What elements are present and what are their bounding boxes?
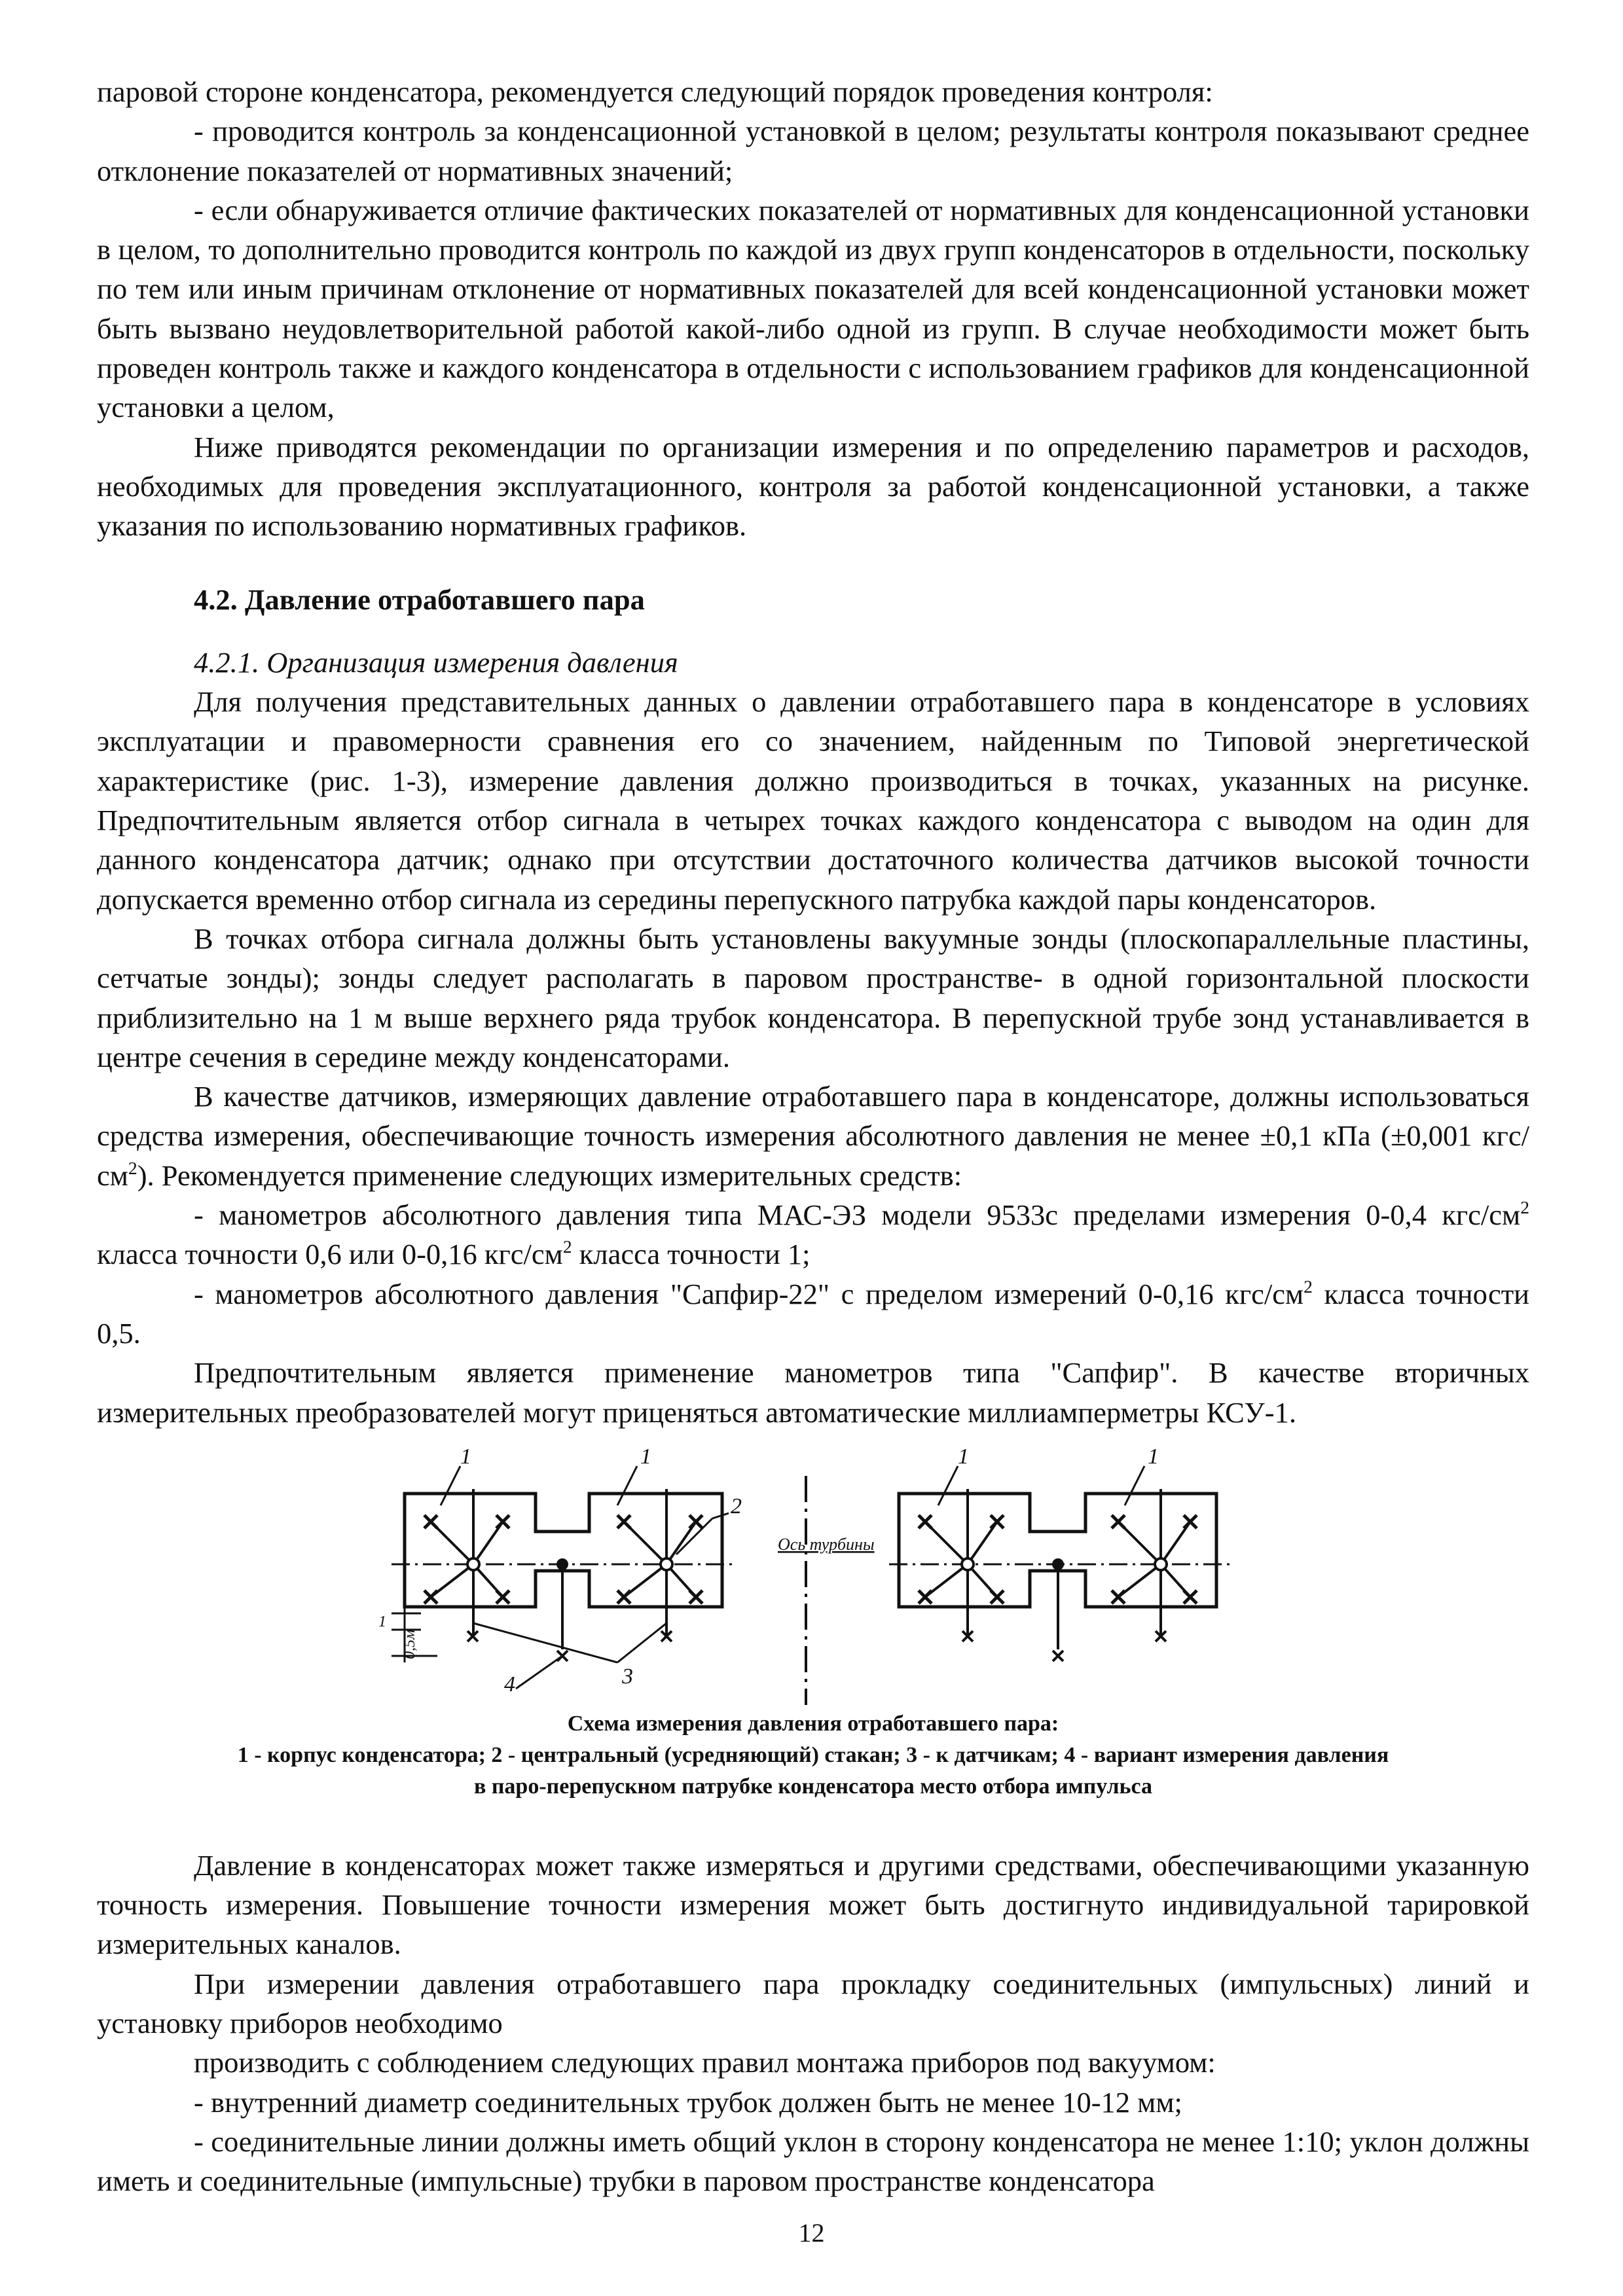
- condenser-scheme-diagram: [97, 1440, 1529, 1708]
- section-heading: 4.2. Давление отработавшего пара: [194, 583, 645, 616]
- dimension-label-1m: 1: [378, 1613, 386, 1630]
- text-run: - манометров абсолютного давления "Сапфир-22" с пределом измерений 0-0,16 кгс/см: [194, 1277, 1304, 1310]
- label-1: 1: [1148, 1444, 1159, 1469]
- superscript: 2: [562, 1236, 572, 1257]
- text-run: - манометров абсолютного давления типа МАС-ЭЗ модели 9533с пределами измерения 0-0,4 кгс/см: [194, 1198, 1521, 1232]
- label-2: 2: [731, 1494, 742, 1518]
- text-run: класса точности 0,5.: [97, 1277, 1529, 1350]
- list-item: - проводится контроль за конденсационной установкой в целом; результаты контроля показывают среднее отклонение показателей от нормативных значений;: [97, 115, 1529, 187]
- paragraph: Предпочтительным является применение манометров типа "Сапфир". В качестве вторичных измерительных преобразователей могут приценяться автоматические миллиамперметры КСУ-1.: [97, 1356, 1529, 1429]
- text-run: ). Рекомендуется применение следующих измерительных средств:: [137, 1158, 962, 1192]
- label-3: 3: [622, 1664, 633, 1689]
- paragraph: Для получения представительных данных о давлении отработавшего пара в конденсаторе в условиях эксплуатации и правомерности сравнения его со значением, найденным по Типовой энергетической характеристике (рис. 1-3), измерение давления должно производиться в точках, указанных на рисунке. Предпочтительным является отбор сигнала в четырех точках каждого конденсатора с выводом на один для данного конденсатора датчик; однако при отсутствии достаточного количества датчиков высокой точности допускается временно отбор сигнала из середины перепускного патрубка каждой пары конденсаторов.: [97, 685, 1529, 916]
- text-run: класса точности 1;: [572, 1238, 811, 1271]
- label-1: 1: [460, 1444, 471, 1469]
- document-page: [97, 72, 1529, 2200]
- paragraph: Ниже приводятся рекомендации по организации измерения и по определению параметров и расходов, необходимых для проведения эксплуатационного, контроля за работой конденсационной установки, а также указания по использованию нормативных графиков.: [97, 430, 1529, 543]
- caption-line: в паро-перепускном патрубке конденсатора место отбора импульса: [473, 1774, 1153, 1799]
- superscript: 2: [1520, 1196, 1529, 1217]
- sensor-crosses: [424, 1515, 1197, 1604]
- dimension-label-05m: 0,5м: [401, 1629, 418, 1659]
- list-item-mac: [97, 1195, 1529, 1274]
- label-1: 1: [640, 1444, 651, 1469]
- measurement-scheme-figure: [97, 1440, 1529, 1708]
- outlet-marks: [467, 1631, 1166, 1661]
- list-item-sapfir: [97, 1274, 1529, 1354]
- list-item: - если обнаруживается отличие фактических показателей от нормативных для конденсационной установки в целом, то дополнительно проводится контроль по каждой из двух групп конденсаторов в отдельности, поскольку по тем или иным причинам отклонение от нормативных показателей для всей конденсационной установки может быть вызвано неудовлетворительной работой какой-либо одной из групп. В случае необходимости может быть проведен контроль также и каждого конденсатора в отдельности с использованием графиков для конденсационной установки а целом,: [97, 193, 1529, 424]
- paragraph: В точках отбора сигнала должны быть установлены вакуумные зонды (плоскопараллельные пластины, сетчатые зонды); зонды следует располагать в паровом пространстве- в одной горизонтальной плоскости приблизительно на 1 м выше верхнего ряда трубок конденсатора. В перепускной трубе зонд устанавливается в центре сечения в середине между конденсаторами.: [97, 922, 1529, 1073]
- text-run: В качестве датчиков, измеряющих давление отработавшего пара в конденсаторе, должны использоваться средства измерения, обеспечивающие точность измерения абсолютного давления не менее ±0,1 кПа (±0,001 кгс/см: [97, 1080, 1529, 1192]
- paragraph: паровой стороне конденсатора, рекомендуется следующий порядок проведения контроля:: [97, 75, 1213, 108]
- subsection-heading: 4.2.1. Организация измерения давления: [194, 645, 678, 679]
- caption-title: Схема измерения давления отработавшего пара:: [567, 1711, 1059, 1736]
- superscript: 2: [128, 1157, 137, 1178]
- caption-line: 1 - корпус конденсатора; 2 - центральный (усредняющий) стакан; 3 - к датчикам; 4 - вариант измерения давления: [237, 1742, 1389, 1767]
- superscript: 2: [1304, 1276, 1313, 1297]
- list-item: - соединительные линии должны иметь общий уклон в сторону конденсатора не менее 1:10; уклон должны иметь и соединительные (импульсные) трубки в паровом пространстве конденсатора: [97, 2125, 1529, 2198]
- label-1: 1: [958, 1444, 969, 1469]
- page-number: 12: [798, 2218, 825, 2248]
- figure-caption: [97, 1708, 1529, 1803]
- text-run: класса точности 0,6 или 0-0,16 кгс/см: [97, 1238, 563, 1271]
- paragraph-sensors: [97, 1077, 1529, 1195]
- label-4: 4: [504, 1672, 515, 1696]
- paragraph: производить с соблюдением следующих правил монтажа приборов под вакуумом:: [194, 2046, 1216, 2079]
- label-leaders: [441, 1466, 1144, 1689]
- paragraph: При измерении давления отработавшего пара прокладку соединительных (импульсных) линий и установку приборов необходимо: [97, 1967, 1529, 2039]
- turbine-axis-label: Ось турбины: [778, 1534, 875, 1554]
- paragraph: Давление в конденсаторах может также измеряться и другими средствами, обеспечивающими указанную точность измерения. Повышение точности измерения может быть достигнуто индивидуальной тарировкой измерительных каналов.: [97, 1848, 1529, 1961]
- list-item: - внутренний диаметр соединительных трубок должен быть не менее 10-12 мм;: [194, 2085, 1182, 2119]
